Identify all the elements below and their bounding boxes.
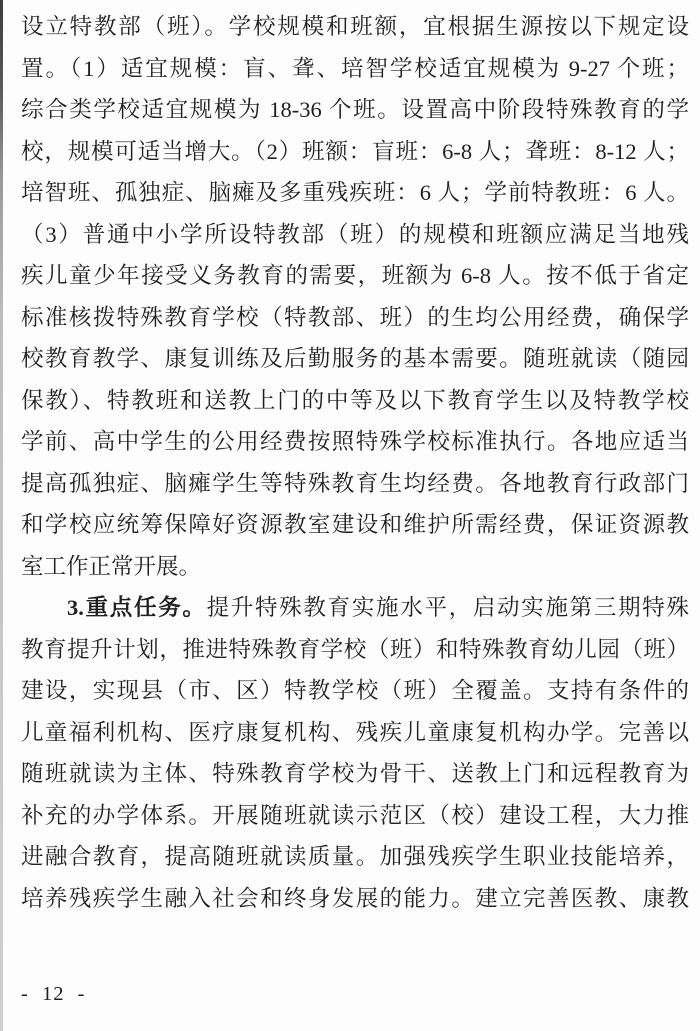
text-line	[21, 670, 689, 712]
text-run: 随班就读为主体、特殊教育学校为骨干、送教上门和远程教育为	[21, 761, 689, 786]
text-run: 设立特教部（班）。学校规模和班额，宜根据生源按以下规定设	[21, 14, 689, 39]
text-line	[21, 172, 689, 214]
text-line	[21, 878, 689, 920]
text-line	[21, 753, 689, 795]
text-run: 保教）、特教班和送教上门的中等及以下教育学生以及特教学校	[21, 387, 689, 413]
text-line	[21, 504, 689, 546]
text-line	[21, 463, 689, 505]
text-line	[21, 297, 689, 339]
text-line	[21, 712, 689, 754]
text-run: 置。（1）适宜规模：盲、聋、培智学校适宜规模为 9-27 个班；	[21, 55, 689, 81]
text-line	[21, 214, 689, 256]
scan-edge-artifact	[0, 0, 3, 1031]
text-line	[21, 380, 689, 422]
text-run: 校，规模可适当增大。（2）班额：盲班：6-8 人；聋班：8-12 人；	[21, 138, 689, 164]
text-line	[21, 131, 689, 173]
text-run: 室工作正常开展。	[21, 553, 202, 579]
text-line	[21, 48, 689, 90]
text-run: 校教育教学、康复训练及后勤服务的基本需要。随班就读（随园	[21, 346, 689, 371]
text-line	[21, 255, 689, 297]
text-run: 和学校应统筹保障好资源教室建设和维护所需经费，保证资源教	[21, 512, 689, 537]
text-run: 儿童福利机构、医疗康复机构、残疾儿童康复机构办学。完善以	[21, 719, 689, 745]
text-run: 进融合教育，提高随班就读质量。加强残疾学生职业技能培养，	[21, 844, 689, 869]
text-run: 补充的办学体系。开展随班就读示范区（校）建设工程，大力推	[21, 802, 689, 828]
text-run: 疾儿童少年接受义务教育的需要，班额为 6-8 人。按不低于省定	[21, 263, 689, 288]
text-run: 教育提升计划，推进特殊教育学校（班）和特殊教育幼儿园（班）	[21, 636, 689, 662]
page-number: - 12 -	[21, 983, 86, 1005]
text-line	[21, 338, 689, 380]
text-line	[21, 89, 689, 131]
text-line	[21, 836, 689, 878]
text-run: 综合类学校适宜规模为 18-36 个班。设置高中阶段特殊教育的学	[21, 97, 689, 122]
text-run: 提高孤独症、脑瘫学生等特殊教育生均经费。各地教育行政部门	[21, 470, 689, 496]
text-line	[21, 6, 689, 48]
text-run: （3）普通中小学所设特教部（班）的规模和班额应满足当地残	[21, 221, 689, 247]
document-body	[21, 6, 689, 919]
text-run: 建设，实现县（市、区）特教学校（班）全覆盖。支持有条件的	[21, 678, 689, 703]
text-line	[21, 795, 689, 837]
text-run: 标准核拨特殊教育学校（特教部、班）的生均公用经费，确保学	[21, 304, 689, 330]
text-line	[21, 629, 689, 671]
text-run: 培智班、孤独症、脑瘫及多重残疾班：6 人；学前特教班：6 人。	[21, 180, 689, 205]
text-line	[21, 421, 689, 463]
text-run: 培养残疾学生融入社会和终身发展的能力。建立完善医教、康教	[21, 885, 689, 911]
bold-text-run: 3.重点任务。	[67, 595, 207, 620]
text-line	[21, 546, 689, 588]
text-run: 提升特殊教育实施水平，启动实施第三期特殊	[206, 595, 689, 620]
text-line	[21, 587, 689, 629]
text-run: 学前、高中学生的公用经费按照特殊学校标准执行。各地应适当	[21, 429, 689, 454]
